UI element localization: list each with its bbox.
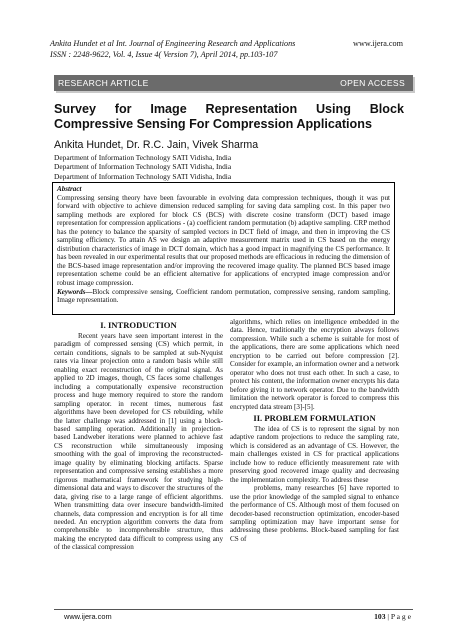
- affiliation-line: Department of Information Technology SATI Vidisha, India: [54, 153, 232, 162]
- continued-paragraph: algorithms, which relies on intelligence embedded in the data. Hence, traditionally the encryption always follows compression. While such a scheme is suitable for most of the applications, there are some applications which need encryption to be carried out before compression [2]. Consider for example, an information owner and a network operator who does not trust each other. In such a case, to protect his content, the information owner encrypts his data before giving it to network operator. Due to the bandwidth limitation the network operator is forced to compress this encrypted data stream [3]-[5].: [230, 318, 399, 411]
- keywords-label: Keywords—: [57, 287, 93, 296]
- journal-citation: Ankita Hundet et al Int. Journal of Engineering Research and Applications: [50, 39, 296, 48]
- footer-site-link[interactable]: www.ijera.com: [64, 612, 112, 621]
- abstract-box: [52, 182, 395, 315]
- affiliation-line: Department of Information Technology SATI Vidisha, India: [54, 162, 232, 172]
- open-access-label: OPEN ACCESS: [340, 78, 405, 88]
- keywords-line: [57, 288, 390, 305]
- journal-site-link[interactable]: www.ijera.com: [353, 39, 403, 48]
- introduction-paragraph: Recent years have seen important interest in the paradigm of compressed sensing (CS) which permit, in certain conditions, signals to be sampled at sub-Nyquist rates via linear projection onto a random basis while still enabling exact reconstruction of the original signal. As applied to 2D images, though, CS faces some challenges including a computationally expensive reconstruction process and huge memory required to store the random sampling operator. in recent times, numerous fast algorithms have been developed for CS rebuilding, while the latter challenge was addressed in [1] using a block-based sampling operation. Additionally in projection- based Landweber iterations were planned to achieve fast CS reconstruction while simultaneously imposing smoothing with the goal of improving the reconstructed-image quality by eliminating blocking artifacts. Sparse representation and compressive sensing establishes a more rigorous mathematical framework for studying high-dimensional data and ways to discover the structures of the data, giving rise to a large range of efficient algorithms. When transmitting data over insecure bandwidth-limited channels, data compression and encryption is for all time needed. An encryption algorithm converts the data from comprehensible to incomprehensible structure, thus making the encrypted data difficult to compress using any of the classical compression: [54, 332, 223, 552]
- running-header: [50, 38, 403, 60]
- problem-paragraph: The idea of CS is to represent the signal by non adaptive random projections to reduce the sampling rate, which is considered as an advantage of CS. However, the main challenges existed in CS for practical applications include how to reduce efficiently measurement rate with preserving good recovered image quality and decreasing the implementation complexity. To address these: [230, 424, 399, 484]
- page-number: [374, 612, 411, 621]
- author-list: Ankita Hundet, Dr. R.C. Jain, Vivek Sharma: [54, 139, 259, 151]
- page-footer: [54, 609, 413, 622]
- page-label: | P a g e: [387, 612, 411, 621]
- right-column: [230, 318, 399, 543]
- issn-line: ISSN : 2248-9622, Vol. 4, Issue 4( Version 7), April 2014, pp.103-107: [50, 50, 278, 59]
- keywords-text: Block compressive sensing, Coefficient random permutation, compressive sensing, random sampling, Image representation.: [57, 287, 390, 305]
- affiliations: [54, 153, 231, 181]
- abstract-heading: Abstract: [57, 185, 82, 193]
- page-number-value: 103: [374, 612, 386, 621]
- left-column: [54, 318, 223, 552]
- section-heading-introduction: I. INTRODUCTION: [100, 320, 177, 330]
- affiliation-line: Department of Information Technology SATI Vidisha, India: [54, 171, 232, 181]
- research-article-label: RESEARCH ARTICLE: [58, 78, 149, 88]
- article-type-band: [54, 75, 413, 91]
- abstract-text: Compressing sensing theory have been favourable in evolving data compression techniques, though it was put forward with objective to achieve dimension reduced sampling for saving data sampling cost. In this paper two sampling methods are explored for block CS (BCS) with discrete cosine transform (DCT) based image representation for compression applications - (a) coefficient random permutation (b) adaptive sampling. CRP method has the potency to balance the sparsity of sampled vectors in DCT field of image, and then in improving the CS sampling efficiency. To attain AS we design an adaptive measurement matrix used in CS based on the energy distribution characteristics of image in DCT domain, which has a good impact in magnifying the CS performance. It has been revealed in our experimental results that our proposed methods are efficacious in reducing the dimension of the BCS-based image representation and/or improving the recovered image quality. The planned BCS based image representation scheme could be an efficient alternative for applications of encrypted image compression and/or robust image compression.: [57, 193, 390, 288]
- paper-title: Survey for Image Representation Using Block Compressive Sensing For Compression Applications: [54, 102, 404, 131]
- section-heading-problem-formulation: II. PROBLEM FORMULATION: [253, 412, 376, 423]
- problem-paragraph-2: problems, many researches [6] have reported to use the prior knowledge of the sampled signal to enhance the performance of CS. Although most of them focused on decoder-based reconstruction optimization, encoder-based sampling optimization may have important sense for addressing these problems. Block-based sampling for fast CS of: [230, 484, 399, 543]
